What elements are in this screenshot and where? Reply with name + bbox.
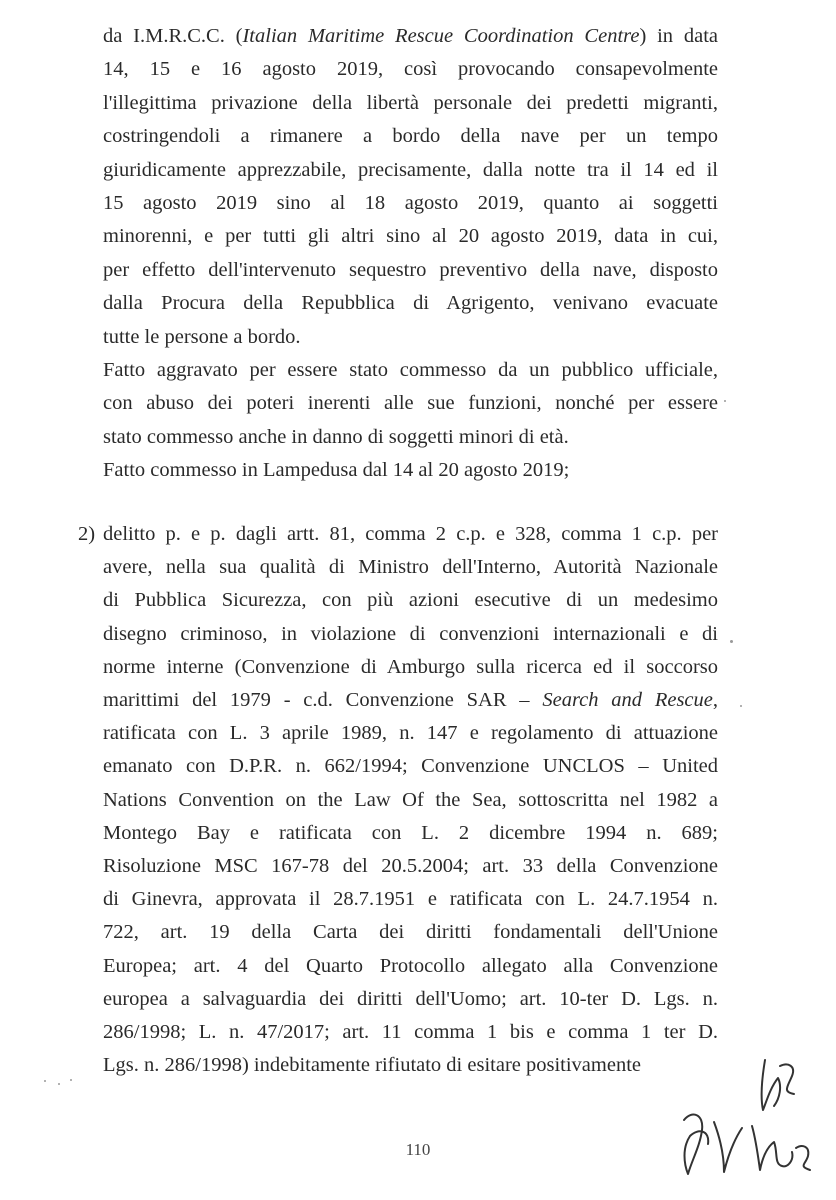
text-line: Montego Bay e ratificata con L. 2 dicembre 1994 n. 689; xyxy=(103,821,718,844)
text-line: l'illegittima privazione della libertà personale dei predetti migranti, xyxy=(103,91,718,114)
text-line: stato commesso anche in danno di soggetti minori di età. xyxy=(103,425,569,448)
text-line: Fatto aggravato per essere stato commesso da un pubblico ufficiale, xyxy=(103,359,718,381)
text-line: Lgs. n. 286/1998) indebitamente rifiutato di esitare positivamente xyxy=(103,1054,641,1077)
text-segment: marittimi del 1979 - c.d. Convenzione SAR – xyxy=(103,689,543,711)
italic-term: Search and Rescue xyxy=(542,689,713,711)
text-line: minorenni, e per tutti gli altri sino al 20 agosto 2019, data in cui, xyxy=(103,225,718,248)
text-line: 14, 15 e 16 agosto 2019, così provocando consapevolmente xyxy=(103,58,718,81)
text-line xyxy=(103,688,718,712)
text-line: 722, art. 19 della Carta dei diritti fondamentali dell'Unione xyxy=(103,921,718,944)
text-line: di Pubblica Sicurezza, con più azioni esecutive di un medesimo xyxy=(103,589,718,612)
text-line: di Ginevra, approvata il 28.7.1951 e ratificata con L. 24.7.1954 n. xyxy=(103,888,718,911)
text-line: delitto p. e p. dagli artt. 81, comma 2 c.p. e 328, comma 1 c.p. per xyxy=(103,523,718,545)
text-segment: ) in data xyxy=(639,25,718,47)
handwritten-signature-icon xyxy=(670,1048,820,1188)
item-number: 2) xyxy=(78,523,96,545)
text-line: tutte le persone a bordo. xyxy=(103,325,301,348)
text-line: europea a salvaguardia dei diritti dell'Uomo; art. 10-ter D. Lgs. n. xyxy=(103,987,718,1010)
text-line: Fatto commesso in Lampedusa dal 14 al 20 agosto 2019; xyxy=(103,459,570,482)
text-line xyxy=(103,24,718,48)
text-segment: , xyxy=(712,689,718,711)
text-line: dalla Procura della Repubblica di Agrigento, venivano evacuate xyxy=(103,292,718,315)
text-line: ratificata con L. 3 aprile 1989, n. 147 e regolamento di attuazione xyxy=(103,722,718,745)
page-number: 110 xyxy=(405,1140,431,1159)
text-line: Nations Convention on the Law Of the Sea, sottoscritta nel 1982 a xyxy=(103,788,718,811)
text-line: Risoluzione MSC 167-78 del 20.5.2004; art. 33 della Convenzione xyxy=(103,855,718,877)
text-line: con abuso dei poteri inerenti alle sue funzioni, nonché per essere xyxy=(103,392,718,415)
italic-term: Italian Maritime Rescue Coordination Centre xyxy=(242,25,640,47)
text-segment: da I.M.R.C.C. ( xyxy=(103,25,243,47)
text-line: per effetto dell'intervenuto sequestro preventivo della nave, disposto xyxy=(103,258,718,281)
text-line: disegno criminoso, in violazione di convenzioni internazionali e di xyxy=(103,622,718,645)
text-line: Europea; art. 4 del Quarto Protocollo allegato alla Convenzione xyxy=(103,954,718,977)
text-line: 15 agosto 2019 sino al 18 agosto 2019, quanto ai soggetti xyxy=(103,192,718,214)
text-line: giuridicamente apprezzabile, precisamente, dalla notte tra il 14 ed il xyxy=(103,158,718,181)
text-line: norme interne (Convenzione di Amburgo sulla ricerca ed il soccorso xyxy=(103,655,718,678)
text-line: avere, nella sua qualità di Ministro dell'Interno, Autorità Nazionale xyxy=(103,556,718,579)
text-line: costringendoli a rimanere a bordo della nave per un tempo xyxy=(103,125,718,148)
text-line: 286/1998; L. n. 47/2017; art. 11 comma 1 bis e comma 1 ter D. xyxy=(103,1021,718,1043)
text-line: emanato con D.P.R. n. 662/1994; Convenzione UNCLOS – United xyxy=(103,755,718,778)
